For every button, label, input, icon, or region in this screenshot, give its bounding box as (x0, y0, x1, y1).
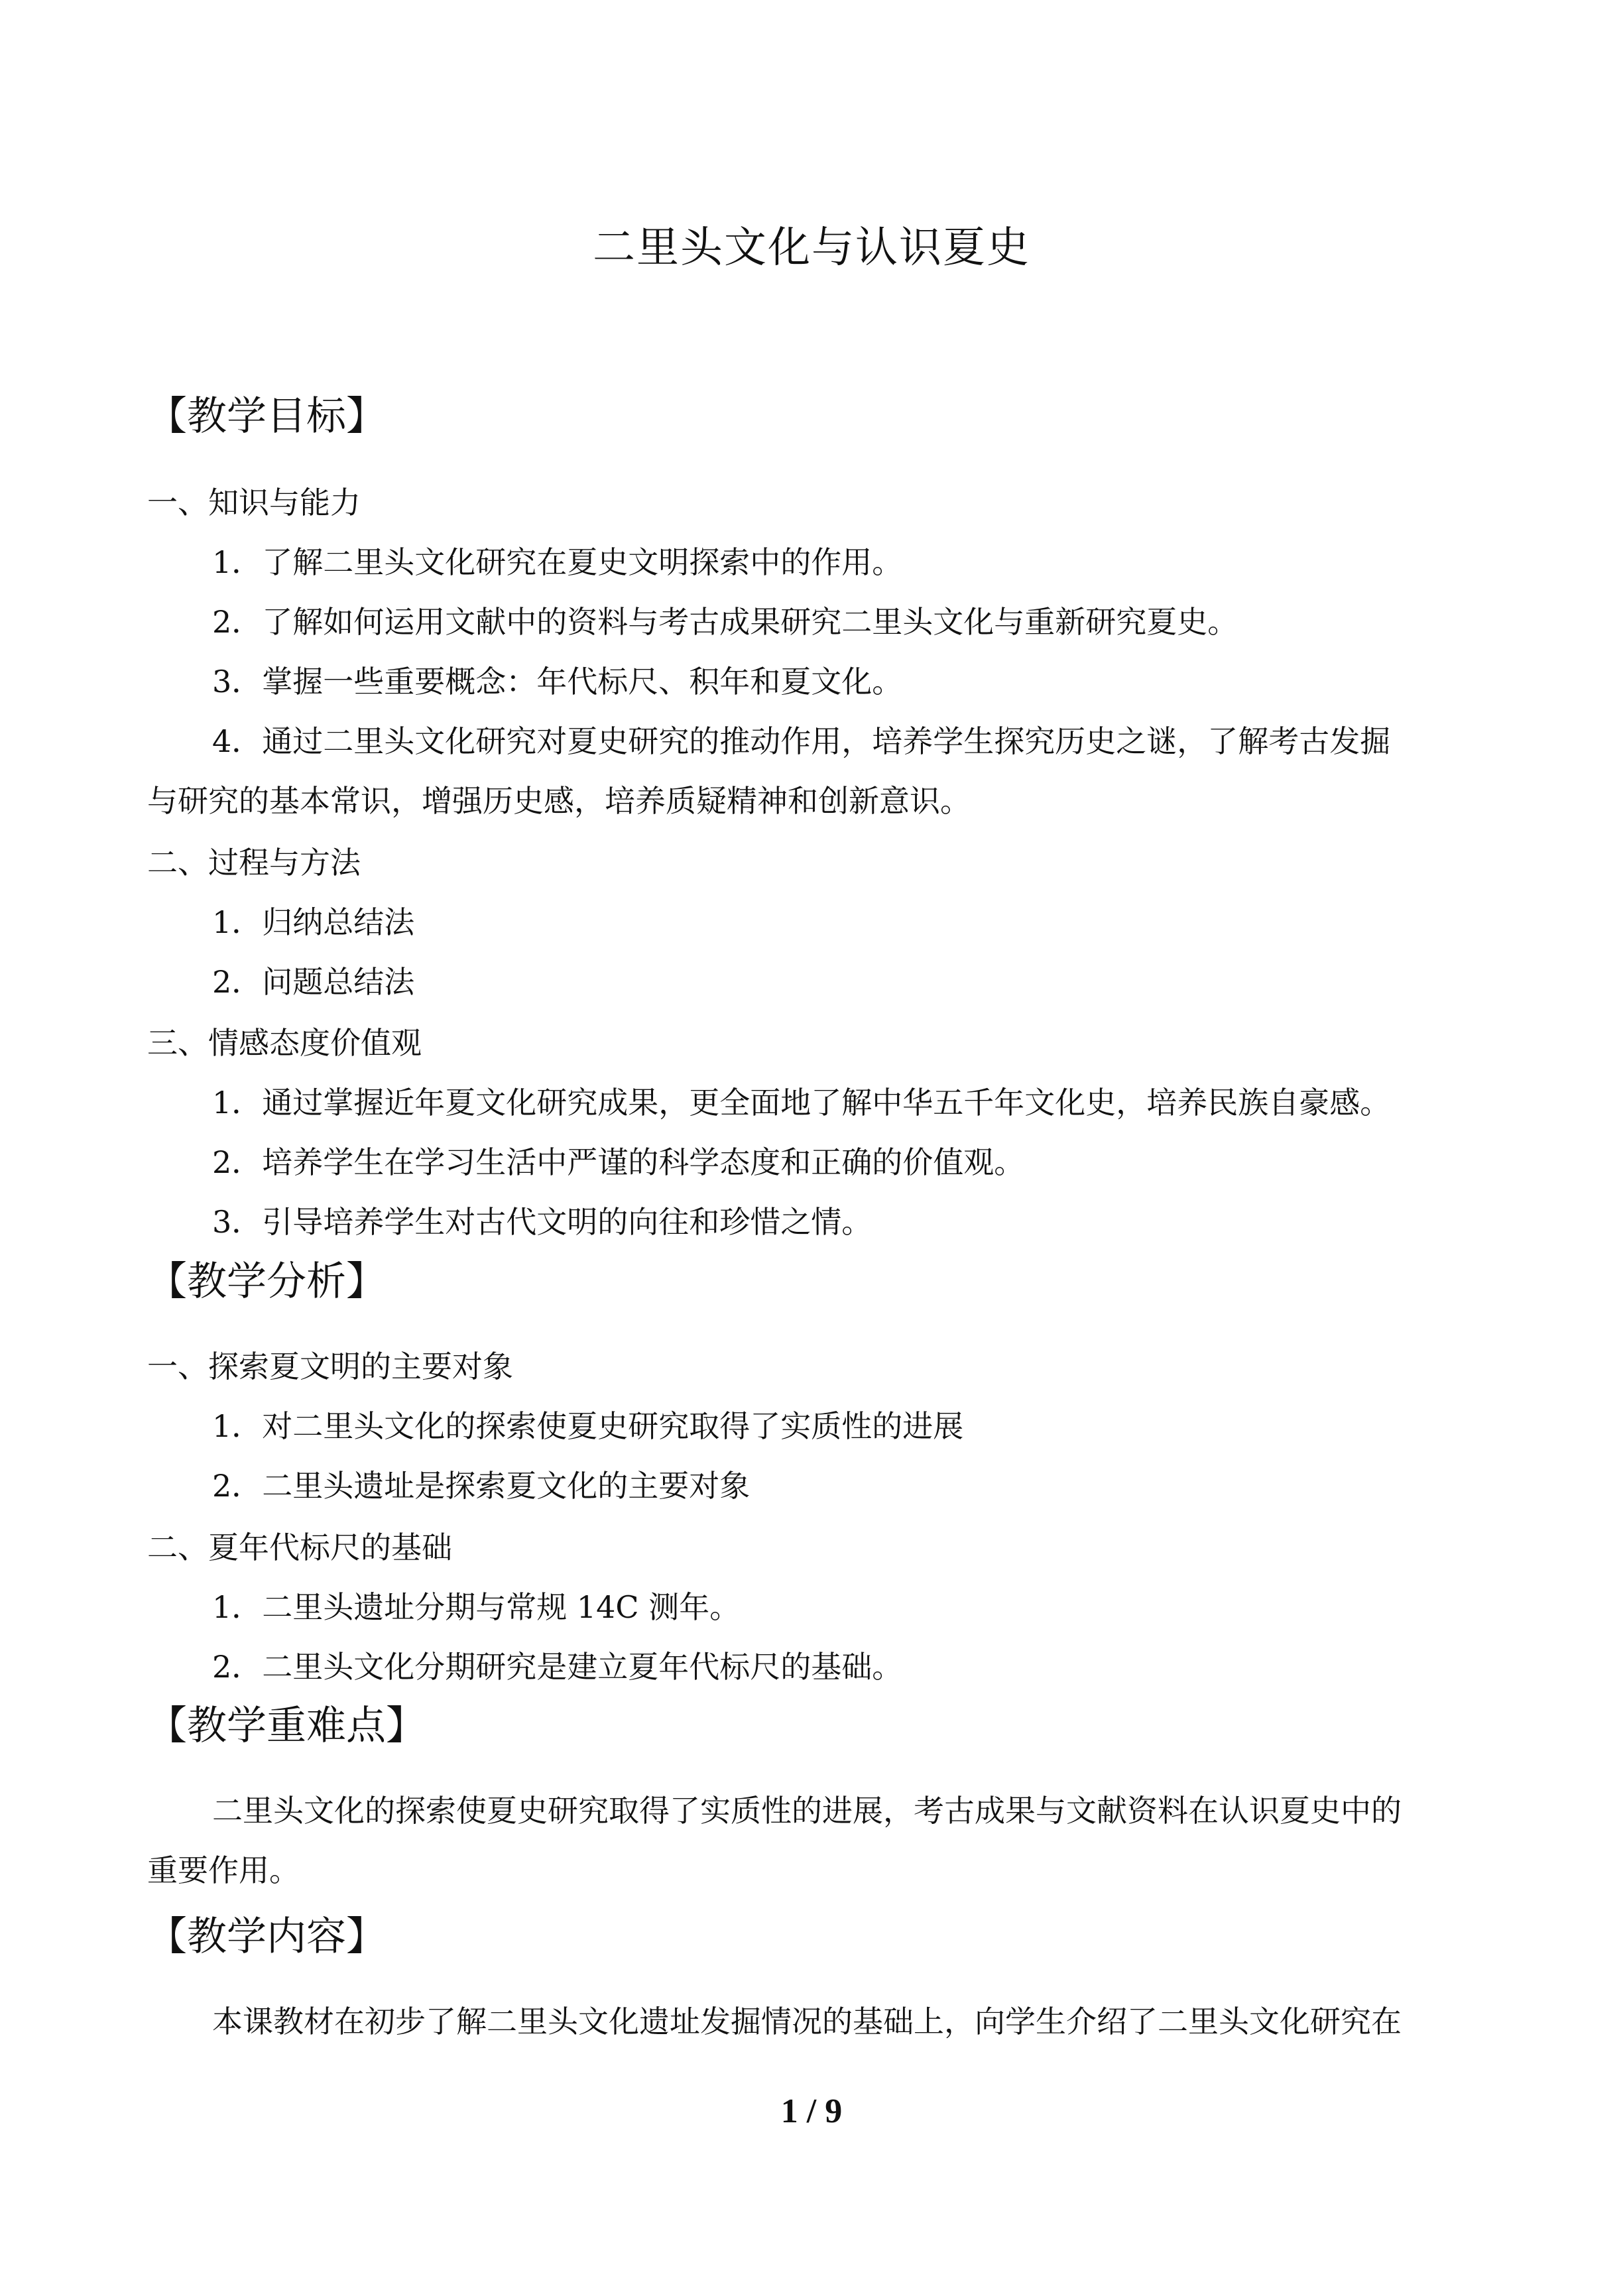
list-item: 1．二里头遗址分期与常规 14C 测年。 (212, 1589, 741, 1625)
section-heading-key-points: 【教学重难点】 (147, 1703, 426, 1749)
subsection-heading-values: 三、情感态度价值观 (147, 1025, 422, 1061)
list-item: 2．问题总结法 (212, 964, 415, 1000)
subsection-heading-knowledge: 一、知识与能力 (147, 485, 361, 520)
document-title: 二里头文化与认识夏史 (593, 223, 1030, 272)
list-item: 1．了解二里头文化研究在夏史文明探索中的作用。 (212, 544, 903, 580)
section-heading-analysis: 【教学分析】 (147, 1258, 386, 1305)
list-item: 2．二里头文化分期研究是建立夏年代标尺的基础。 (212, 1649, 903, 1685)
paragraph-line: 二里头文化的探索使夏史研究取得了实质性的进展，考古成果与文献资料在认识夏史中的 (212, 1793, 1402, 1829)
list-item: 4．通过二里头文化研究对夏史研究的推动作用，培养学生探究历史之谜，了解考古发掘 (212, 723, 1391, 759)
list-item: 1．归纳总结法 (212, 904, 415, 940)
page-number: 1 / 9 (780, 2092, 843, 2130)
list-item-continued: 与研究的基本常识，增强历史感，培养质疑精神和创新意识。 (147, 783, 971, 819)
subsection-heading-process: 二、过程与方法 (147, 845, 361, 880)
list-item: 2．培养学生在学习生活中严谨的科学态度和正确的价值观。 (212, 1144, 1025, 1180)
list-item: 1．通过掌握近年夏文化研究成果，更全面地了解中华五千年文化史，培养民族自豪感。 (212, 1085, 1391, 1120)
section-heading-content: 【教学内容】 (147, 1913, 386, 1960)
section-heading-objectives: 【教学目标】 (147, 393, 386, 440)
list-item: 3．掌握一些重要概念：年代标尺、积年和夏文化。 (212, 664, 903, 699)
paragraph-line: 重要作用。 (147, 1852, 300, 1888)
list-item: 1．对二里头文化的探索使夏史研究取得了实质性的进展 (212, 1408, 964, 1444)
subsection-heading-chronology: 二、夏年代标尺的基础 (147, 1530, 452, 1565)
subsection-heading-main-object: 一、探索夏文明的主要对象 (147, 1349, 513, 1384)
list-item: 2．二里头遗址是探索夏文化的主要对象 (212, 1468, 751, 1504)
paragraph-line: 本课教材在初步了解二里头文化遗址发掘情况的基础上，向学生介绍了二里头文化研究在 (212, 2004, 1402, 2039)
list-item: 3．引导培养学生对古代文明的向往和珍惜之情。 (212, 1204, 872, 1240)
list-item: 2．了解如何运用文献中的资料与考古成果研究二里头文化与重新研究夏史。 (212, 604, 1238, 640)
